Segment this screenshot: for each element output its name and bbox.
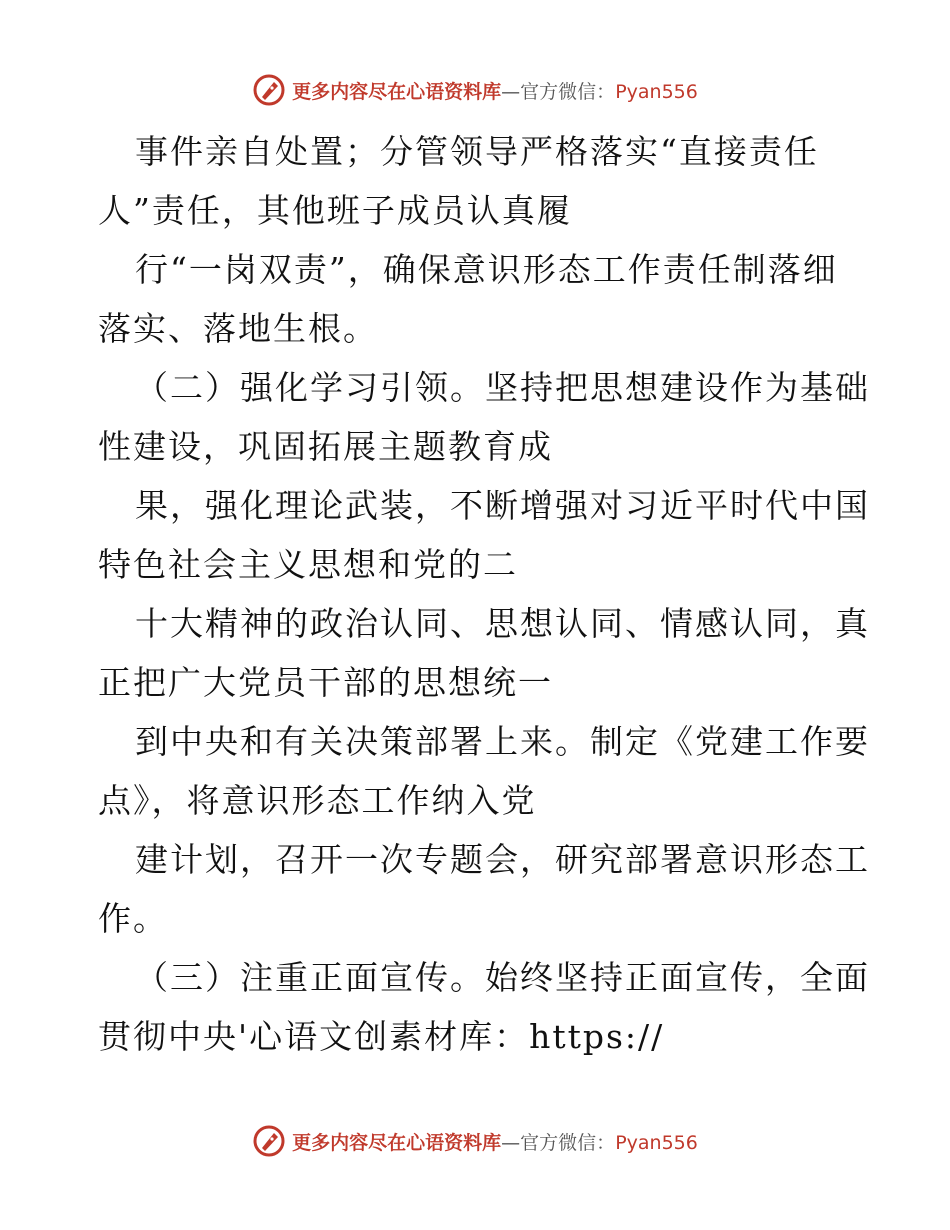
pen-nib-circle-icon — [252, 73, 286, 107]
text-line: 建计划，召开一次专题会，研究部署意识形态工 — [135, 840, 870, 879]
text-line: 落实、落地生根。 — [98, 309, 378, 348]
text-line: （三）注重正面宣传。始终坚持正面宣传，全面 — [135, 958, 870, 997]
text-line: 正把广大党员干部的思想统一 — [98, 663, 553, 702]
banner-wx-id: Pyan556 — [615, 80, 698, 103]
text-line: （二）强化学习引领。坚持把思想建设作为基础 — [135, 368, 870, 407]
banner-text — [292, 1128, 698, 1155]
banner-main-text: 更多内容尽在心语资料库 — [292, 1131, 502, 1154]
text-line: 性建设，巩固拓展主题教育成 — [98, 427, 553, 466]
banner-wx-id: Pyan556 — [615, 1131, 698, 1154]
text-line: 事件亲自处置；分管领导严格落实“直接责任 — [135, 132, 819, 171]
banner-text — [292, 77, 698, 104]
text-line: 十大精神的政治认同、思想认同、情感认同，真 — [135, 604, 870, 643]
text-line: 果，强化理论武装，不断增强对习近平时代中国 — [135, 486, 870, 525]
document-body — [98, 122, 870, 1066]
banner-main-text: 更多内容尽在心语资料库 — [292, 80, 502, 103]
text-line: 点》，将意识形态工作纳入党 — [98, 781, 537, 820]
banner-separator: — — [501, 1131, 521, 1154]
text-line: 行“一岗双责”，确保意识形态工作责任制落细 — [135, 250, 838, 289]
banner-wx-label: 官方微信： — [520, 1131, 616, 1154]
banner-separator: — — [501, 80, 521, 103]
text-line: 作。 — [98, 899, 168, 938]
header-banner — [0, 70, 950, 110]
footer-banner — [0, 1121, 950, 1161]
text-line: 到中央和有关决策部署上来。制定《党建工作要 — [135, 722, 870, 761]
text-line: 贯彻中央'心语文创素材库：https:// — [98, 1017, 665, 1056]
text-line: 特色社会主义思想和党的二 — [98, 545, 518, 584]
banner-wx-label: 官方微信： — [520, 80, 616, 103]
text-line: 人”责任，其他班子成员认真履 — [98, 191, 572, 230]
pen-nib-circle-icon — [252, 1124, 286, 1158]
